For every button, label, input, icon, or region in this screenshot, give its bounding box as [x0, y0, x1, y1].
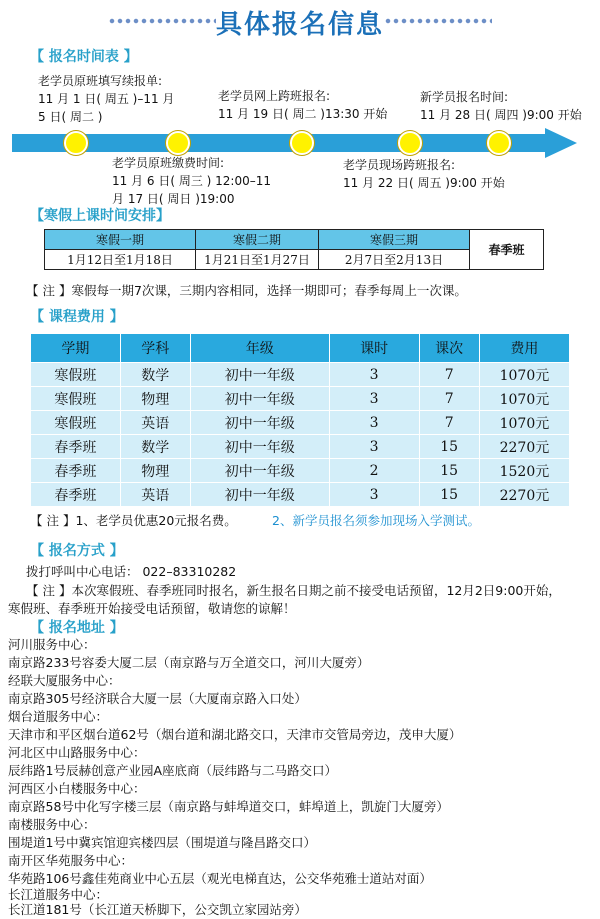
timeline-event-2: 老学员网上跨班报名: 11 月 19 日( 周二 )13:30 开始: [218, 89, 388, 121]
address-line: 天津市和平区烟台道62号（烟台道和湖北路交口，天津市交管局旁边，茂申大厦）: [8, 727, 462, 742]
winter-date-3: 2月7日至2月13日: [319, 250, 470, 270]
winter-table: [44, 229, 544, 270]
address-line: 南京路233号容委大厦二层（南京路与万全道交口，河川大厦旁）: [8, 655, 370, 670]
address-line: 南京路305号经济联合大厦一层（大厦南京路入口处）: [8, 691, 307, 706]
title-row: [0, 2, 600, 42]
fee-note-1: 【 注 】1、老学员优惠20元报名费。: [30, 513, 237, 528]
fee-header: 学科: [120, 334, 190, 363]
table-row: 寒假班 物理 初中一年级 3 7 1070元: [31, 387, 570, 411]
fee-table: [30, 333, 570, 507]
section-schedule: 【 报名时间表 】: [30, 49, 138, 65]
table-row: 春季班 物理 初中一年级 2 15 1520元: [31, 459, 570, 483]
address-line: 华苑路106号鑫佳苑商业中心五层（观光电梯直达，公交华苑雅士道站对面）: [8, 871, 432, 886]
winter-header-1: 寒假一期: [45, 230, 196, 250]
winter-header-spring: 春季班: [470, 230, 544, 270]
phone-line: 拨打呼叫中心电话： 022–83310282: [26, 564, 237, 579]
address-line: 长江道181号（长江道天桥脚下，公交凯立家园站旁）: [8, 902, 307, 917]
timeline-dot-3: [290, 131, 314, 155]
address-line: 辰纬路1号辰赫创意产业园A座底商（辰纬路与二马路交口）: [8, 763, 338, 778]
timeline-event-1: 老学员原班填写续报单: 11 月 1 日( 周五 )–11 月 5 日( 周二 ): [38, 74, 175, 124]
address-line: 南京路58号中化写字楼三层（南京路与蚌埠道交口，蚌埠道上，凯旋门大厦旁）: [8, 799, 449, 814]
diamond-border-right: [384, 16, 492, 26]
section-method: 【 报名方式 】: [30, 543, 124, 559]
table-row: 春季班 英语 初中一年级 3 15 2270元: [31, 483, 570, 507]
address-line: 南开区华苑服务中心：: [8, 853, 134, 868]
winter-date-1: 1月12日至1月18日: [45, 250, 196, 270]
address-line: 河北区中山路服务中心：: [8, 745, 146, 760]
timeline-event-5: 老学员现场跨班报名: 11 月 22 日( 周五 )9:00 开始: [343, 158, 505, 190]
winter-note: 【 注 】寒假每一期7次课，三期内容相同，选择一期即可；春季每周上一次课。: [26, 283, 467, 298]
winter-date-2: 1月21日至1月27日: [196, 250, 319, 270]
address-line: 经联大厦服务中心：: [8, 673, 121, 688]
section-address: 【 报名地址 】: [30, 620, 124, 636]
address-line: 河川服务中心：: [8, 637, 96, 652]
address-line: 烟台道服务中心：: [8, 709, 109, 724]
address-line: 长江道服务中心：: [8, 887, 109, 902]
fee-note-2: 2、新学员报名须参加现场入学测试。: [272, 513, 480, 528]
table-row: 寒假班 数学 初中一年级 3 7 1070元: [31, 363, 570, 387]
address-line: 南楼服务中心：: [8, 817, 96, 832]
fee-header: 课次: [419, 334, 479, 363]
fee-header: 费用: [479, 334, 569, 363]
timeline-dot-2: [166, 131, 190, 155]
address-line: 围堤道1号中冀宾馆迎宾楼四层（围堤道与隆昌路交口）: [8, 835, 316, 850]
winter-header-3: 寒假三期: [319, 230, 470, 250]
fee-header: 年级: [190, 334, 329, 363]
timeline-dot-1: [64, 131, 88, 155]
timeline-dot-4: [398, 131, 422, 155]
method-note-2: 寒假班、春季班开始接受电话预留，敬请您的谅解！: [8, 601, 296, 616]
timeline-dot-5: [487, 131, 511, 155]
winter-header-2: 寒假二期: [196, 230, 319, 250]
timeline-event-3: 新学员报名时间: 11 月 28 日( 周四 )9:00 开始: [420, 90, 582, 122]
method-note-1: 【 注 】本次寒假班、春季班同时报名，新生报名日期之前不接受电话预留，12月2日9:00开始，: [26, 583, 561, 598]
fee-header: 课时: [329, 334, 419, 363]
section-fees: 【 课程费用 】: [30, 309, 124, 325]
fee-header: 学期: [31, 334, 121, 363]
address-line: 河西区小白楼服务中心：: [8, 781, 146, 796]
section-winter: 【寒假上课时间安排】: [30, 208, 170, 224]
table-row: 春季班 数学 初中一年级 3 15 2270元: [31, 435, 570, 459]
table-row: 寒假班 英语 初中一年级 3 7 1070元: [31, 411, 570, 435]
page-title: 具体报名信息: [215, 10, 384, 40]
timeline-event-4: 老学员原班缴费时间: 11 月 6 日( 周三 ) 12:00–11 月 17 日( 周日 )19:00: [112, 156, 272, 206]
